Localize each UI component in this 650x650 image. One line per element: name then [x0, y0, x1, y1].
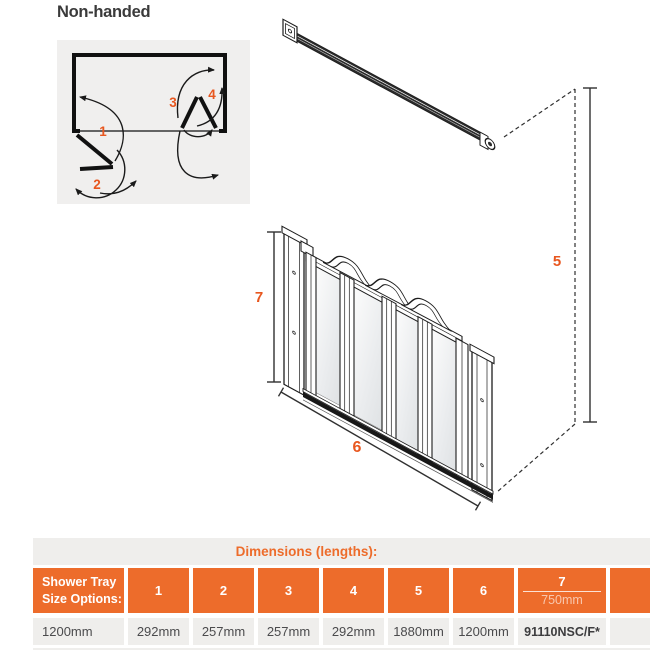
- plan-background: [57, 40, 250, 204]
- stabiliser-rail: [283, 19, 495, 153]
- value-col-4: 292mm: [323, 618, 384, 645]
- plan-diagram: [57, 40, 250, 204]
- value-col-5: 1880mm: [388, 618, 449, 645]
- value-col-2: 257mm: [193, 618, 254, 645]
- dim7-label: 7: [254, 289, 264, 306]
- plan-label-4: 4: [208, 87, 216, 102]
- dim6-label: 6: [352, 439, 362, 456]
- header-shower-tray: [33, 568, 124, 613]
- table-title: Dimensions (lengths):: [235, 544, 378, 559]
- value-col-1: 292mm: [128, 618, 189, 645]
- glass-panel-3: [396, 310, 418, 451]
- table-data-row: [33, 618, 650, 645]
- header-col-4: 4: [323, 568, 384, 613]
- plan-label-3: 3: [169, 95, 177, 110]
- projection-dashes: [497, 89, 575, 492]
- plan-label-2: 2: [93, 177, 101, 192]
- right-wall-channel: [470, 344, 494, 501]
- isometric-drawing: [282, 19, 495, 504]
- table-title-row: [33, 538, 650, 565]
- shower-tray-line1: Shower Tray: [42, 575, 117, 590]
- header-col-7-num: 7: [558, 574, 566, 589]
- header-col-2: 2: [193, 568, 254, 613]
- header-col-7-sub: 750mm: [541, 593, 583, 607]
- dim5-label: 5: [552, 253, 562, 270]
- glass-panel-1: [316, 267, 340, 406]
- header-col-3: 3: [258, 568, 319, 613]
- value-col-6: 1200mm: [453, 618, 514, 645]
- page-title: Non-handed: [57, 3, 151, 21]
- product-code: 91110NSC/F*: [518, 618, 606, 645]
- glass-panel-4: [432, 329, 456, 472]
- shower-tray-line2: Size Options:: [42, 591, 122, 606]
- table-header-row: [33, 568, 650, 613]
- header-col-7-rule: [523, 591, 601, 592]
- glass-panel-2: [354, 287, 382, 430]
- tray-size-value: 1200mm: [33, 618, 124, 645]
- plan-label-1: 1: [99, 124, 107, 139]
- door-panel-2: [80, 167, 113, 169]
- header-col-7: [518, 568, 606, 613]
- value-col-8-cut: [610, 618, 650, 645]
- folding-screen: [282, 223, 494, 503]
- header-col-1: 1: [128, 568, 189, 613]
- header-col-8-cut: [610, 568, 650, 613]
- header-col-5: 5: [388, 568, 449, 613]
- header-col-6: 6: [453, 568, 514, 613]
- value-col-3: 257mm: [258, 618, 319, 645]
